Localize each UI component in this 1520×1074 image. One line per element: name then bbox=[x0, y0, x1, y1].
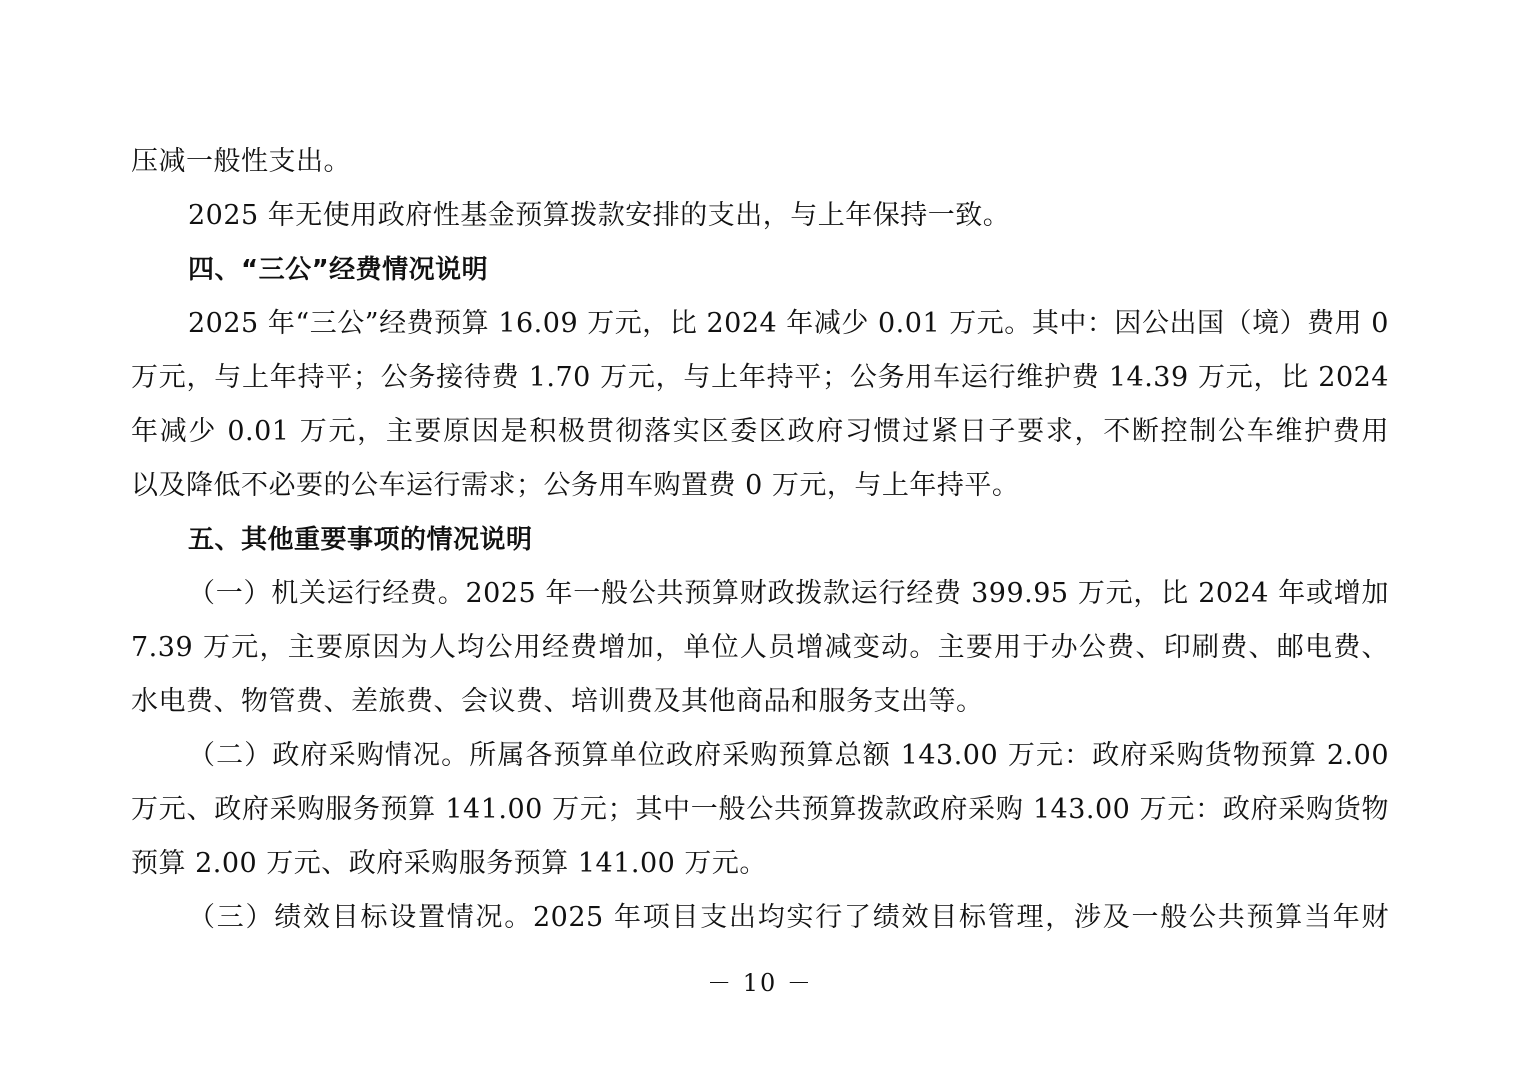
paragraph-line: 压减一般性支出。 bbox=[131, 146, 351, 177]
paragraph-line: 水电费、物管费、差旅费、会议费、培训费及其他商品和服务支出等。 bbox=[131, 686, 984, 717]
section-heading-three-public-funds: 四、“三公”经费情况说明 bbox=[188, 255, 489, 285]
paragraph-line: 2025 年无使用政府性基金预算拨款安排的支出，与上年保持一致。 bbox=[188, 200, 1011, 231]
section-heading-other-matters: 五、其他重要事项的情况说明 bbox=[188, 525, 533, 555]
paragraph-line: （二）政府采购情况。所属各预算单位政府采购预算总额 143.00 万元：政府采购货物预算 2.00 bbox=[188, 740, 1389, 771]
paragraph-line: 万元，与上年持平；公务接待费 1.70 万元，与上年持平；公务用车运行维护费 14.39 万元，比 2024 bbox=[131, 362, 1389, 393]
paragraph-line: （一）机关运行经费。2025 年一般公共预算财政拨款运行经费 399.95 万元，比 2024 年或增加 bbox=[188, 578, 1389, 609]
paragraph-line: 年减少 0.01 万元，主要原因是积极贯彻落实区委区政府习惯过紧日子要求，不断控制公车维护费用 bbox=[131, 416, 1389, 447]
paragraph-line: （三）绩效目标设置情况。2025 年项目支出均实行了绩效目标管理，涉及一般公共预算当年财 bbox=[188, 902, 1389, 933]
paragraph-line: 2025 年“三公”经费预算 16.09 万元，比 2024 年减少 0.01 万元。其中：因公出国（境）费用 0 bbox=[188, 308, 1389, 339]
paragraph-line: 万元、政府采购服务预算 141.00 万元；其中一般公共预算拨款政府采购 143.00 万元：政府采购货物 bbox=[131, 794, 1389, 825]
paragraph-line: 7.39 万元，主要原因为人均公用经费增加，单位人员增减变动。主要用于办公费、印刷费、邮电费、 bbox=[131, 632, 1389, 663]
paragraph-line: 以及降低不必要的公车运行需求；公务用车购置费 0 万元，与上年持平。 bbox=[131, 470, 1020, 501]
page-number: － 10 － bbox=[707, 969, 813, 997]
paragraph-line: 预算 2.00 万元、政府采购服务预算 141.00 万元。 bbox=[131, 848, 767, 879]
